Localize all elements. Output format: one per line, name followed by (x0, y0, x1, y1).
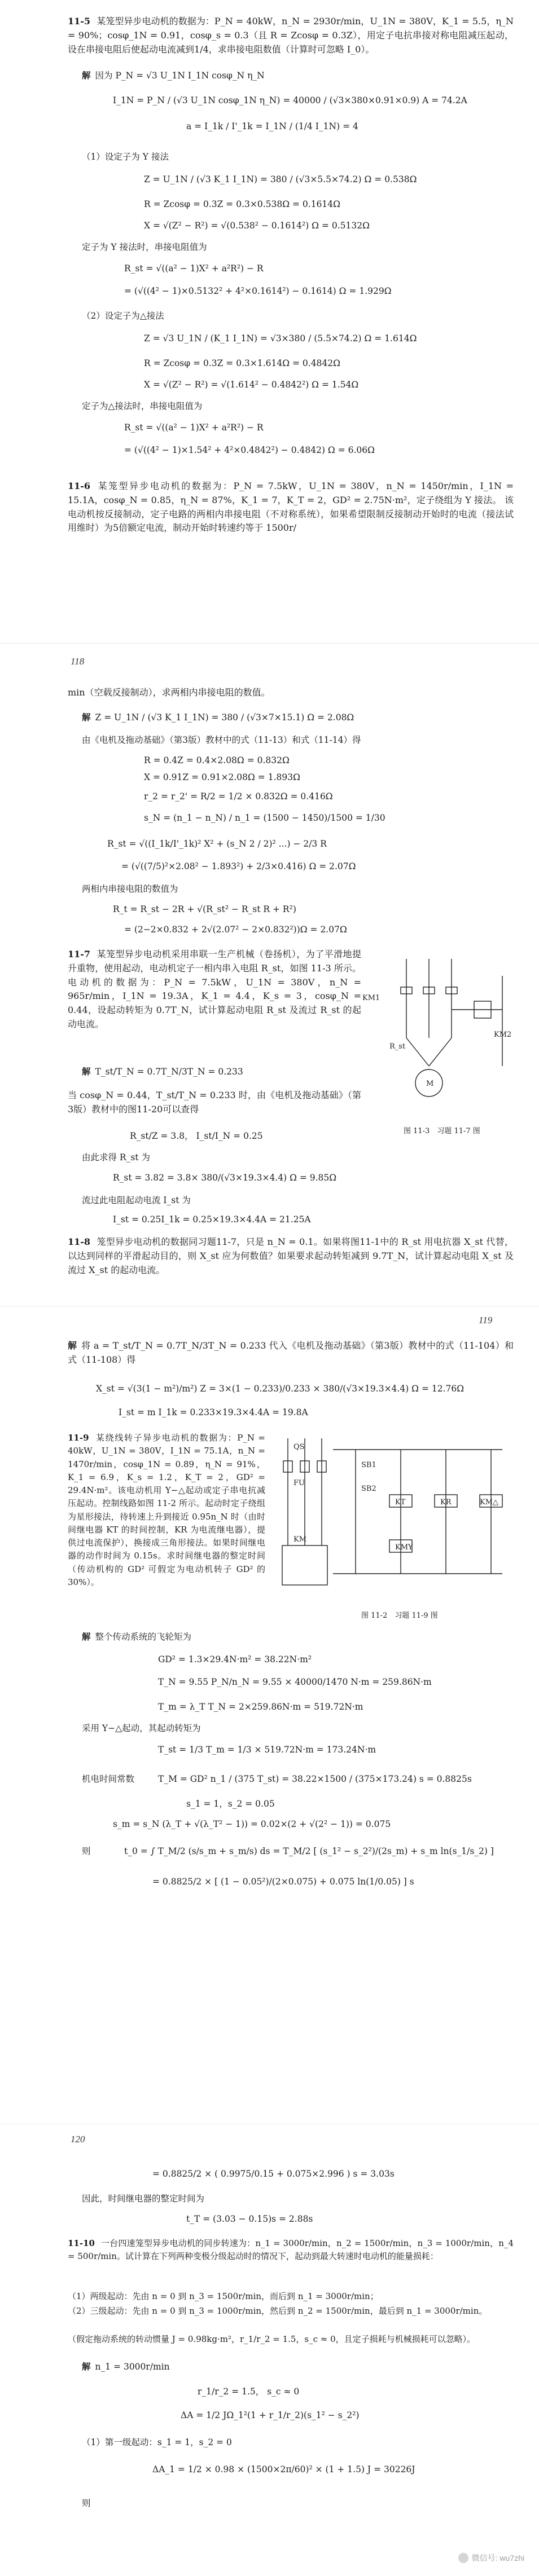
equation: r_1/r_2 = 1.5， s_c ≈ 0 (198, 2386, 300, 2397)
equation: I_st = 0.25I_1k = 0.25×19.3×4.4A = 21.25A (113, 1214, 311, 1225)
problem-11-9 (68, 1432, 265, 1589)
equation: R = Zcosφ = 0.3Z = 0.3×0.538Ω = 0.1614Ω (144, 199, 340, 209)
equation: T_N = 9.55 P_N/n_N = 9.55 × 40000/1470 N·m = 259.86N·m (158, 1677, 432, 1687)
solution-label: 解 (68, 1340, 77, 1351)
page-120 (0, 2126, 539, 2576)
equation: X = 0.91Z = 0.91×2.08Ω = 1.893Ω (144, 772, 300, 782)
equation: t_0 = ∫ T_M/2 (s/s_m + s_m/s) ds = T_M/2 [ (s_1² − s_2²)/(2s_m) + s_m ln(s_1/s_2) ] (124, 1846, 494, 1856)
solution-line (82, 2360, 170, 2374)
figure-caption: 图 11-2 习题 11-9 图 (361, 1611, 438, 1620)
equation: 因为 P_N = √3 U_1N I_1N cosφ_N η_N (95, 71, 265, 81)
equation: T_m = λ_T T_N = 2×259.86N·m = 519.72N·m (158, 1702, 363, 1712)
problem-11-10 (68, 2237, 514, 2264)
figure-tag: KM2 (494, 1031, 512, 1039)
equation: = (√((4² − 1)×1.54² + 4²×0.4842²) − 0.4842) Ω = 6.06Ω (124, 445, 375, 455)
figure-tag: R_st (389, 1042, 406, 1051)
text-line: 将 a = T_st/T_N = 0.7T_N/3T_N = 0.233 代入《电机及拖动基础》（第3版）教材中的式（11-104）和式（11-108）得 (68, 1340, 514, 1365)
equation: R_st/Z = 3.8， I_st/I_N = 0.25 (130, 1131, 263, 1141)
equation: = 0.8825/2 × ( 0.9975/0.15 + 0.075×2.996 ) s = 3.03s (152, 2169, 395, 2179)
text-line: （1）第一级起动：s_1 = 1，s_2 = 0 (82, 2437, 232, 2447)
problem-text-continued: 该电动机按反接制动，定子电路的两相内串接电阻（不对称系统），如果希望限制反接制动开始时的电流（接法试用维时）为5倍额定电流，制动开始时转速约等于 1500r/ (68, 494, 514, 534)
figure-tag: KR (440, 1498, 452, 1507)
problem-text: 一台四速笼型异步电动机的同步转速为：n_1 = 3000r/min，n_2 = 1500r/min，n_3 = 1000r/min，n_4 = 500r/min。试计算在下列两种变极分级起动时的情况下，起动到最大转速时电动机的能量损耗： (68, 2238, 514, 2262)
text-line: 定子为 Y 接法时，串接电阻值为 (82, 242, 207, 252)
figure-tag: KM△ (480, 1498, 499, 1507)
solution-label: 解 (82, 70, 91, 81)
equation: = (2−2×0.832 + 2√(2.07² − 2×0.832²))Ω = 2.07Ω (124, 924, 347, 935)
page-number: 118 (71, 656, 85, 667)
figure-tag: SB2 (361, 1485, 376, 1493)
figure-tag: KM1 (362, 994, 380, 1002)
problem-11-5 (68, 15, 514, 56)
text-line: 两相内串接电阻的数值为 (82, 884, 178, 894)
equation: = 0.8825/2 × [ (1 − 0.05²)/(2×0.075) + 0.075 ln(1/0.05) ] s (152, 1877, 414, 1887)
page-117 (0, 0, 539, 609)
problem-number: 11-5 (68, 16, 91, 27)
equation: T_st/T_N = 0.7T_N/3T_N = 0.233 (95, 1067, 243, 1077)
problem-number: 11-10 (68, 2238, 95, 2248)
equation: R_st = √((I_1k/I'_1k)² X² + (s_N 2 / 2)² ...) − 2/3 R (107, 839, 327, 849)
problem-number: 11-8 (68, 1236, 91, 1247)
equation: r_2 = r_2' = R/2 = 1/2 × 0.832Ω = 0.416Ω (144, 791, 333, 802)
page-number: 119 (479, 1315, 493, 1326)
equation: R = Zcosφ = 0.3Z = 0.3×1.614Ω = 0.4842Ω (144, 358, 340, 368)
text-line: 采用 Y−△起动，其起动转矩为 (82, 1723, 201, 1733)
problem-11-6 (68, 479, 514, 535)
solution-line (82, 711, 354, 724)
equation: I_1N = P_N / (√3 U_1N cosφ_1N η_N) = 40000 / (√3×380×0.91×0.9) A = 74.2A (113, 95, 467, 105)
figure-tag: SB1 (361, 1461, 376, 1469)
equation: Z = √3 U_1N / (K_1 I_1N) = √3×380 / (5.5×74.2) Ω = 1.614Ω (144, 333, 417, 344)
wechat-icon (458, 2553, 468, 2563)
problem-11-7 (68, 948, 361, 1032)
text-line: 机电时间常数 (82, 1774, 135, 1784)
equation: T_M = GD² n_1 / (375 T_st) = 38.22×1500 / (375×173.24) s = 0.8825s (158, 1774, 472, 1784)
text-line: 由《电机及拖动基础》（第3版）教材中的式（11-13）和式（11-14）得 (82, 735, 361, 745)
section-heading: （1）设定子为 Y 接法 (82, 152, 169, 162)
equation: R_st = √((a² − 1)X² + a²R²) − R (124, 422, 264, 433)
problem-text: 笼型异步电动机的数据同习题11-7，只是 n_N = 0.1。如果将图11-1中的 R_st 用电抗器 X_st 代替，以达到同样的平滑起动目的，则 X_st 应为何数值？如果要求起动转矩减到 9.7T_N，试计算起动电阻 X_st 及流过 X_st 的起动电流。 (68, 1236, 514, 1275)
equation: R_st = 3.82 = 3.8× 380/(√3×19.3×4.4) Ω = 9.85Ω (113, 1173, 337, 1183)
equation: t_T = (3.03 − 0.15)s = 2.88s (186, 2214, 313, 2224)
problem-number: 11-9 (68, 1433, 89, 1443)
solution-label: 解 (82, 1631, 91, 1642)
text-line: 由此求得 R_st 为 (82, 1152, 150, 1162)
solution-label: 解 (82, 2361, 91, 2372)
equation: I_st = m I_1k = 0.233×19.3×4.4A = 19.8A (119, 1407, 308, 1417)
watermark (458, 2552, 524, 2564)
page-119 (0, 1309, 539, 2115)
equation: s_m = s_N (λ_T + √(λ_T² − 1)) = 0.02×(2 + √(2² − 1)) = 0.075 (113, 1819, 391, 1829)
section-heading: （2）设定子为△接法 (82, 311, 164, 321)
page-118 (0, 649, 539, 1297)
text-line: 因此，时间继电器的整定时间为 (82, 2194, 205, 2204)
figure-tag: KT (395, 1498, 406, 1507)
text-line: （1）两级起动：先由 n = 0 到 n_3 = 1500r/min，而后到 n_1 = 3000r/min； (68, 2291, 379, 2301)
equation: GD² = 1.3×29.4N·m² = 38.22N·m² (158, 1654, 312, 1665)
text-line: min（空载反接制动），求两相内串接电阻的数值。 (68, 687, 270, 698)
problem-number: 11-7 (68, 949, 91, 959)
solution-line (68, 1339, 514, 1367)
watermark-text: 微信号: wu7zhi (471, 2553, 524, 2562)
figure-tag: KM (293, 1535, 307, 1544)
page-divider (0, 643, 539, 644)
text-line: 当 cosφ_N = 0.44，T_st/T_N = 0.233 时，由《电机及拖动基础》（第3版）教材中的图11-20可以查得 (68, 1090, 361, 1115)
text-line: （假定拖动系统的转动惯量 J = 0.98kg·m²，r_1/r_2 = 1.5，s_c ≈ 0，且定子损耗与机械损耗可以忽略）。 (68, 2334, 476, 2344)
figure-tag: QS (293, 1443, 305, 1451)
text-line: 则 (82, 2498, 91, 2508)
solution-label: 解 (82, 1066, 91, 1077)
equation: Z = U_1N / (√3 K_1 I_1N) = 380 / (√3×5.5×74.2) Ω = 0.538Ω (144, 174, 417, 184)
problem-text: 某笼型异步电动机的数据为：P_N = 40kW，n_N = 2930r/min，U_1N = 380V，K_1 = 5.5，η_N = 90%；cosφ_1N = 0.91，cosφ_s = 0.3（且 R = Zcosφ = 0.3Z），用定子电抗串接对称电阻减压起动，设在串接电阻后使起动电流减到1/4，求串接电阻数值（计算时可忽略 I_0）。 (68, 16, 514, 55)
text-line: 流过此电阻起动电流 I_st 为 (82, 1195, 191, 1205)
problem-text: 某笼型异步电动机的数据为：P_N = 7.5kW，U_1N = 380V，n_N = 1450r/min，I_1N = 15.1A，cosφ_N = 0.85，η_N = 87%，K_1 = 7，K_T = 2，GD² = 2.75N·m²，定子绕组为 Y 接法。 (68, 481, 514, 505)
problem-number: 11-6 (68, 481, 91, 491)
equation: s_1 = 1，s_2 = 0.05 (186, 1799, 275, 1809)
equation: X = √(Z² − R²) = √(1.614² − 0.4842²) Ω = 1.54Ω (144, 380, 359, 390)
circuit-figure-11-2 (277, 1433, 514, 1602)
figure-tag: KMY (395, 1543, 413, 1552)
equation: = (√((7/5)²×2.08² − 1.893²) + 2/3×0.416) Ω = 2.07Ω (121, 861, 356, 871)
figure-tag: FU (293, 1479, 305, 1487)
page-number: 120 (71, 2134, 85, 2145)
solution-line (82, 1065, 243, 1078)
figure-tag: M (426, 1080, 434, 1088)
solution-line (82, 1630, 191, 1644)
solution-line (82, 69, 265, 82)
equation: s_N = (n_1 − n_N) / n_1 = (1500 − 1450)/1500 = 1/30 (144, 813, 385, 823)
problem-11-8 (68, 1235, 514, 1277)
problem-text: 某笼型异步电动机采用串联一生产机械（卷扬机），为了平滑地提升重物，使用起动，电动机定子一相内串入电阻 R_st，如图 11-3 所示。电动机的数据为：P_N = 7.5kW，U_1N = 380V，n_N = 965r/min，I_1N = 19.3A，K_1 = 4.4，K_s = 3，cosφ_N = 0.44，设起动转矩为 0.7T_N，试计算起动电阻 R_st 及流过 R_st 的起动电流。 (68, 949, 361, 1029)
equation: = (√((4² − 1)×0.5132² + 4²×0.1614²) − 0.1614) Ω = 1.929Ω (124, 286, 392, 296)
text-line: 则 (82, 1846, 91, 1856)
equation: a = I_1k / I'_1k = I_1N / (1/4 I_1N) = 4 (186, 121, 358, 131)
equation: T_st = 1/3 T_m = 1/3 × 519.72N·m = 173.24N·m (158, 1745, 376, 1755)
figure-caption: 图 11-3 习题 11-7 图 (404, 1127, 480, 1135)
text-line: 整个传动系统的飞轮矩为 (95, 1632, 192, 1642)
problem-text: 某绕线转子异步电动机的数据为：P_N = 40kW，U_1N = 380V，I_1N = 75.1A，n_N = 1470r/min，cosφ_1N = 0.89，η_N = 91%，K_1 = 6.9，K_s = 1.2，K_T = 2，GD² = 29.4N·m²。该电动机用 Y−△起动或定子串电抗减压起动。控制线路如图 11-2 所示。起动时定子绕组为星形接法，待转速上升到接近 0.95n_N 时（由时间继电器 KT 的时间控制，KR 为电流继电器），提供过电流保护），换接成三角形接法。如果时间继电器的动作时间为 0.15s。求时间继电器的整定时间（传动机构的 GD² 可假定为电动机转子 GD² 的30%）。 (68, 1433, 265, 1587)
equation: ΔA_1 = 1/2 × 0.98 × (1500×2π/60)² × (1 + 1.5) J = 30226J (152, 2464, 415, 2474)
equation: X_st = √(3(1 − m²)/m²) Z = 3×(1 − 0.233)/0.233 × 380/(√3×19.3×4.4) Ω = 12.76Ω (96, 1384, 464, 1394)
equation: R_t = R_st − 2R + √(R_st² − R_st R + R²) (113, 904, 296, 914)
equation: R = 0.4Z = 0.4×2.08Ω = 0.832Ω (144, 755, 290, 765)
solution-label: 解 (82, 712, 91, 723)
equation: X = √(Z² − R²) = √(0.538² − 0.1614²) Ω = 0.5132Ω (144, 221, 370, 231)
equation: Z = U_1N / (√3 K_1 I_1N) = 380 / (√3×7×15.1) Ω = 2.08Ω (95, 712, 354, 723)
equation: R_st = √((a² − 1)X² + a²R²) − R (124, 263, 264, 274)
text-line: 定子为△接法时，串接电阻值为 (82, 401, 203, 411)
text-line: （2）三级起动：先由 n = 0 到 n_3 = 1000r/min，然后到 n_2 = 1500r/min，最后到 n_1 = 3000r/min。 (68, 2306, 488, 2316)
equation: ΔA = 1/2 JΩ_1²(1 + r_1/r_2)(s_1² − s_2²) (181, 2410, 360, 2420)
equation: n_1 = 3000r/min (95, 2362, 170, 2372)
